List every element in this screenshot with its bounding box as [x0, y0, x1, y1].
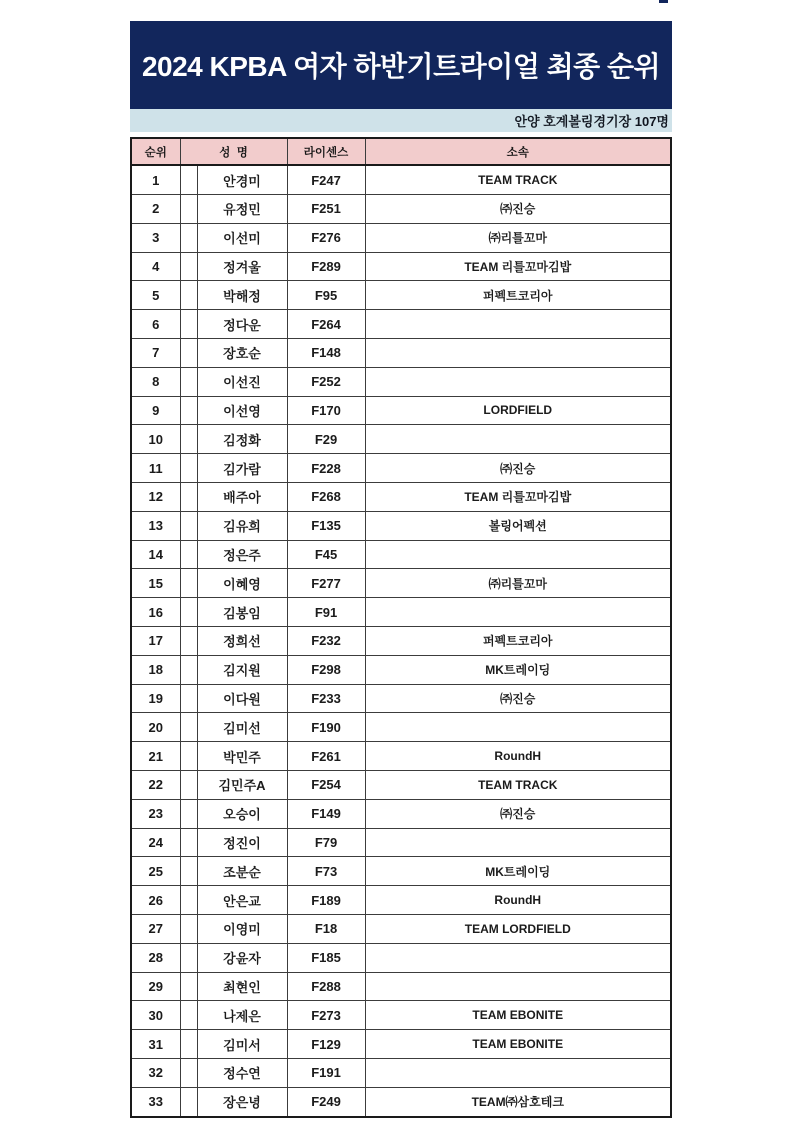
license-cell: F264	[287, 310, 365, 339]
spacer-cell	[180, 626, 197, 655]
table-row	[131, 857, 671, 886]
table-row	[131, 454, 671, 483]
col-header-team: 소속	[365, 138, 671, 165]
license-cell: F273	[287, 1001, 365, 1030]
rank-cell: 7	[131, 339, 180, 368]
table-row	[131, 367, 671, 396]
license-cell: F185	[287, 943, 365, 972]
table-row	[131, 223, 671, 252]
rank-cell: 16	[131, 598, 180, 627]
license-cell: F91	[287, 598, 365, 627]
spacer-cell	[180, 281, 197, 310]
name-cell: 박해정	[197, 281, 287, 310]
table-row	[131, 569, 671, 598]
spacer-cell	[180, 396, 197, 425]
license-cell: F251	[287, 195, 365, 224]
spacer-cell	[180, 684, 197, 713]
table-row	[131, 511, 671, 540]
name-cell: 이선영	[197, 396, 287, 425]
license-cell: F79	[287, 828, 365, 857]
table-row	[131, 598, 671, 627]
license-cell: F18	[287, 914, 365, 943]
table-row	[131, 310, 671, 339]
license-cell: F252	[287, 367, 365, 396]
ranking-table	[130, 137, 672, 1118]
name-cell: 장호순	[197, 339, 287, 368]
name-cell: 김미선	[197, 713, 287, 742]
license-cell: F247	[287, 165, 365, 195]
name-cell: 이혜영	[197, 569, 287, 598]
team-cell	[365, 339, 671, 368]
rank-cell: 6	[131, 310, 180, 339]
team-cell: ㈜진승	[365, 684, 671, 713]
spacer-cell	[180, 770, 197, 799]
table-row	[131, 828, 671, 857]
rank-cell: 21	[131, 742, 180, 771]
rank-cell: 3	[131, 223, 180, 252]
name-cell: 정진이	[197, 828, 287, 857]
name-cell: 배주아	[197, 482, 287, 511]
table-row	[131, 770, 671, 799]
rank-cell: 23	[131, 799, 180, 828]
team-cell	[365, 1058, 671, 1087]
table-header-row	[131, 138, 671, 165]
team-cell	[365, 425, 671, 454]
spacer-cell	[180, 482, 197, 511]
team-cell: ㈜진승	[365, 195, 671, 224]
spacer-cell	[180, 165, 197, 195]
team-cell: ㈜진승	[365, 454, 671, 483]
team-cell: TEAM LORDFIELD	[365, 914, 671, 943]
table-row	[131, 252, 671, 281]
table-row	[131, 165, 671, 195]
name-cell: 이선미	[197, 223, 287, 252]
rank-cell: 5	[131, 281, 180, 310]
table-row	[131, 425, 671, 454]
license-cell: F233	[287, 684, 365, 713]
table-row	[131, 1087, 671, 1117]
spacer-cell	[180, 425, 197, 454]
name-cell: 정희선	[197, 626, 287, 655]
spacer-cell	[180, 310, 197, 339]
team-cell: ㈜리틀꼬마	[365, 569, 671, 598]
team-cell: ㈜리틀꼬마	[365, 223, 671, 252]
rank-cell: 13	[131, 511, 180, 540]
rank-cell: 1	[131, 165, 180, 195]
name-cell: 정겨울	[197, 252, 287, 281]
team-cell: TEAM 리틀꼬마김밥	[365, 252, 671, 281]
team-cell: 퍼펙트코리아	[365, 626, 671, 655]
venue-strip	[130, 109, 672, 132]
name-cell: 유정민	[197, 195, 287, 224]
table-row	[131, 540, 671, 569]
spacer-cell	[180, 914, 197, 943]
license-cell: F189	[287, 886, 365, 915]
rank-cell: 11	[131, 454, 180, 483]
name-cell: 정수연	[197, 1058, 287, 1087]
rank-cell: 24	[131, 828, 180, 857]
license-cell: F129	[287, 1030, 365, 1059]
table-row	[131, 626, 671, 655]
team-cell: LORDFIELD	[365, 396, 671, 425]
license-cell: F268	[287, 482, 365, 511]
rank-cell: 30	[131, 1001, 180, 1030]
rank-cell: 32	[131, 1058, 180, 1087]
name-cell: 장은녕	[197, 1087, 287, 1117]
title-banner	[130, 21, 672, 109]
license-cell: F29	[287, 425, 365, 454]
license-cell: F135	[287, 511, 365, 540]
document-page	[130, 0, 672, 1118]
name-cell: 오승이	[197, 799, 287, 828]
name-cell: 강윤자	[197, 943, 287, 972]
name-cell: 안은교	[197, 886, 287, 915]
spacer-cell	[180, 742, 197, 771]
license-cell: F170	[287, 396, 365, 425]
col-header-name: 성 명	[180, 138, 287, 165]
license-cell: F228	[287, 454, 365, 483]
table-row	[131, 943, 671, 972]
table-row	[131, 799, 671, 828]
team-cell: 퍼펙트코리아	[365, 281, 671, 310]
rank-cell: 15	[131, 569, 180, 598]
rank-cell: 8	[131, 367, 180, 396]
rank-cell: 20	[131, 713, 180, 742]
name-cell: 김봉임	[197, 598, 287, 627]
name-cell: 정은주	[197, 540, 287, 569]
table-row	[131, 1001, 671, 1030]
spacer-cell	[180, 252, 197, 281]
rank-cell: 31	[131, 1030, 180, 1059]
team-cell: TEAM EBONITE	[365, 1001, 671, 1030]
name-cell: 김미서	[197, 1030, 287, 1059]
table-body	[131, 165, 671, 1117]
rank-cell: 26	[131, 886, 180, 915]
spacer-cell	[180, 886, 197, 915]
license-cell: F288	[287, 972, 365, 1001]
spacer-cell	[180, 540, 197, 569]
table-row	[131, 339, 671, 368]
rank-cell: 17	[131, 626, 180, 655]
spacer-cell	[180, 367, 197, 396]
name-cell: 정다운	[197, 310, 287, 339]
team-cell: TEAM㈜삼호테크	[365, 1087, 671, 1117]
license-cell: F45	[287, 540, 365, 569]
name-cell: 박민주	[197, 742, 287, 771]
rank-cell: 9	[131, 396, 180, 425]
spacer-cell	[180, 598, 197, 627]
team-cell	[365, 310, 671, 339]
team-cell: TEAM 리틀꼬마김밥	[365, 482, 671, 511]
team-cell: TEAM TRACK	[365, 165, 671, 195]
license-cell: F276	[287, 223, 365, 252]
license-cell: F289	[287, 252, 365, 281]
team-cell: TEAM TRACK	[365, 770, 671, 799]
rank-cell: 22	[131, 770, 180, 799]
table-row	[131, 195, 671, 224]
table-row	[131, 1030, 671, 1059]
spacer-cell	[180, 655, 197, 684]
spacer-cell	[180, 511, 197, 540]
name-cell: 조분순	[197, 857, 287, 886]
team-cell: RoundH	[365, 886, 671, 915]
license-cell: F191	[287, 1058, 365, 1087]
team-cell: RoundH	[365, 742, 671, 771]
team-cell	[365, 598, 671, 627]
rank-cell: 4	[131, 252, 180, 281]
license-cell: F95	[287, 281, 365, 310]
team-cell	[365, 972, 671, 1001]
name-cell: 이영미	[197, 914, 287, 943]
spacer-cell	[180, 195, 197, 224]
spacer-cell	[180, 799, 197, 828]
license-cell: F261	[287, 742, 365, 771]
spacer-cell	[180, 1058, 197, 1087]
table-row	[131, 684, 671, 713]
spacer-cell	[180, 713, 197, 742]
table-row	[131, 482, 671, 511]
rank-cell: 33	[131, 1087, 180, 1117]
name-cell: 김가람	[197, 454, 287, 483]
rank-cell: 25	[131, 857, 180, 886]
team-cell: TEAM EBONITE	[365, 1030, 671, 1059]
rank-cell: 18	[131, 655, 180, 684]
team-cell	[365, 943, 671, 972]
license-cell: F232	[287, 626, 365, 655]
rank-cell: 27	[131, 914, 180, 943]
team-cell: MK트레이딩	[365, 857, 671, 886]
license-cell: F249	[287, 1087, 365, 1117]
license-cell: F148	[287, 339, 365, 368]
table-row	[131, 886, 671, 915]
name-cell: 최현인	[197, 972, 287, 1001]
spacer-cell	[180, 339, 197, 368]
table-row	[131, 713, 671, 742]
spacer-cell	[180, 857, 197, 886]
spacer-cell	[180, 1030, 197, 1059]
rank-cell: 28	[131, 943, 180, 972]
license-cell: F254	[287, 770, 365, 799]
team-cell	[365, 828, 671, 857]
rank-cell: 14	[131, 540, 180, 569]
spacer-cell	[180, 223, 197, 252]
team-cell: ㈜진승	[365, 799, 671, 828]
team-cell	[365, 540, 671, 569]
name-cell: 김지원	[197, 655, 287, 684]
name-cell: 이선진	[197, 367, 287, 396]
name-cell: 안경미	[197, 165, 287, 195]
rank-cell: 29	[131, 972, 180, 1001]
col-header-license: 라이센스	[287, 138, 365, 165]
table-row	[131, 281, 671, 310]
team-cell	[365, 713, 671, 742]
license-cell: F190	[287, 713, 365, 742]
page-title: 2024 KPBA 여자 하반기트라이얼 최종 순위	[141, 51, 661, 82]
team-cell: 볼링어펙션	[365, 511, 671, 540]
table-row	[131, 655, 671, 684]
rank-cell: 12	[131, 482, 180, 511]
team-cell	[365, 367, 671, 396]
col-header-rank: 순위	[131, 138, 180, 165]
name-cell: 김정화	[197, 425, 287, 454]
table-row	[131, 742, 671, 771]
license-cell: F73	[287, 857, 365, 886]
spacer-cell	[180, 569, 197, 598]
team-cell: MK트레이딩	[365, 655, 671, 684]
rank-cell: 19	[131, 684, 180, 713]
spacer-cell	[180, 943, 197, 972]
rank-cell: 2	[131, 195, 180, 224]
name-cell: 김민주A	[197, 770, 287, 799]
table-row	[131, 914, 671, 943]
license-cell: F298	[287, 655, 365, 684]
spacer-cell	[180, 972, 197, 1001]
license-cell: F277	[287, 569, 365, 598]
spacer-cell	[180, 1001, 197, 1030]
name-cell: 나제은	[197, 1001, 287, 1030]
table-row	[131, 396, 671, 425]
name-cell: 이다원	[197, 684, 287, 713]
table-row	[131, 1058, 671, 1087]
license-cell: F149	[287, 799, 365, 828]
spacer-cell	[180, 828, 197, 857]
rank-cell: 10	[131, 425, 180, 454]
venue-text: 안양 호계볼링경기장 107명	[514, 114, 669, 129]
spacer-cell	[180, 1087, 197, 1117]
name-cell: 김유희	[197, 511, 287, 540]
table-row	[131, 972, 671, 1001]
spacer-cell	[180, 454, 197, 483]
